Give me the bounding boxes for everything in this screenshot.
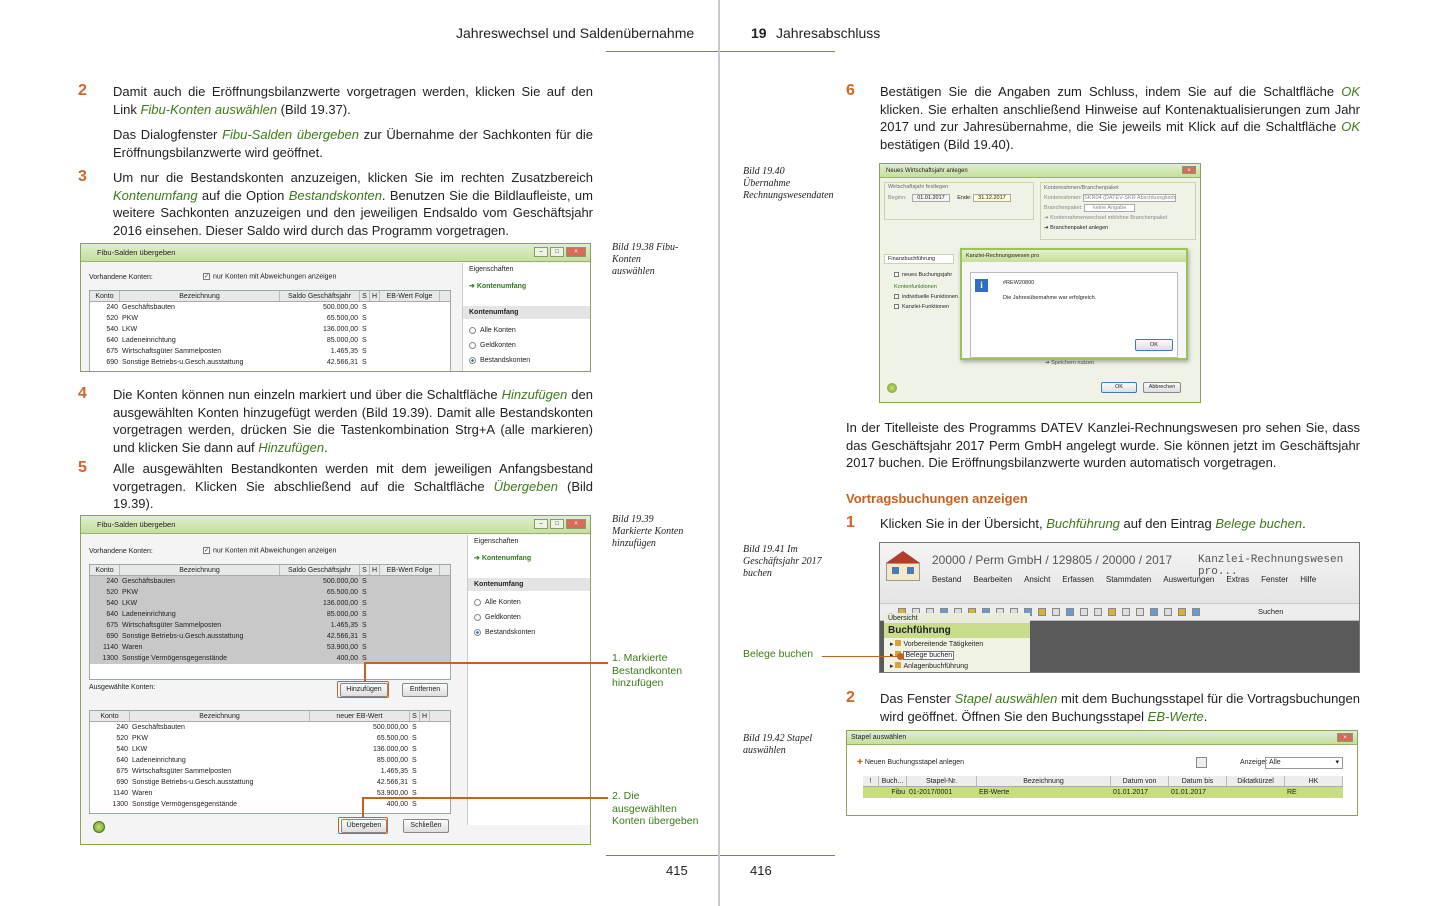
menu-item[interactable]: Auswertungen bbox=[1163, 575, 1215, 584]
step-number: 1 bbox=[846, 514, 855, 531]
tree-item[interactable]: ▸ Anlagenbuchführung bbox=[890, 663, 969, 670]
right-header-rule bbox=[720, 51, 835, 52]
entfernen-button[interactable]: Entfernen bbox=[402, 683, 448, 697]
right-running-header: Jahresabschluss bbox=[776, 25, 881, 41]
close-icon[interactable]: × bbox=[1182, 166, 1196, 174]
table-row[interactable]: 690 Sonstige Betriebs-u.Gesch.ausstattung 42.566,31 S bbox=[90, 631, 450, 642]
fibu-salden-screenshot-large bbox=[80, 515, 591, 845]
table-row[interactable]: 520 PKW 65.500,00 S bbox=[116, 735, 417, 742]
callout-belege-buchen: Belege buchen bbox=[743, 648, 814, 660]
kontenumfang-link[interactable]: ➔ Kontenumfang bbox=[469, 283, 527, 290]
step3-text: Um nur die Bestandskonten anzuzeigen, klicken Sie im rechten Zusatzbereich Kontenumfang auf die Option Bestandskonten. Benutzen Sie die Bildlaufleiste, um weitere Sachkonten anzuzeigen und den jeweiligen Endsaldo vom Geschäftsjahr 2016 einsehen. Dieser Saldo wird durch das Programm vorgetragen. bbox=[113, 170, 593, 238]
speichern-link[interactable]: ➔ Speichern nutzen bbox=[1045, 360, 1094, 366]
step-number: 2 bbox=[846, 689, 855, 706]
toolbar-icon[interactable] bbox=[1164, 608, 1172, 616]
table-row[interactable]: 540 LKW 136.000,00 S bbox=[116, 746, 417, 753]
close-icon[interactable]: × bbox=[566, 519, 586, 529]
menu-item[interactable]: Erfassen bbox=[1062, 575, 1094, 584]
table-row[interactable]: 675 Wirtschaftsgüter Sammelposten 1.465,35 S bbox=[90, 620, 450, 631]
right-page-number: 416 bbox=[750, 863, 772, 878]
beginn-field[interactable]: 01.01.2017 bbox=[912, 194, 950, 202]
stapel-screenshot bbox=[846, 730, 1358, 816]
table-row[interactable]: Fibu 01-2017/0001 EB-Werte 01.01.2017 01.01.2017 RE bbox=[863, 787, 1343, 798]
option-geldkonten[interactable]: Geldkonten bbox=[469, 338, 586, 353]
table-row[interactable]: 1140 Waren 53.900,00 S bbox=[90, 642, 450, 653]
chk-kanzlei[interactable]: Kanzlei-Funktionen bbox=[894, 302, 958, 312]
toolbar-icon[interactable] bbox=[1178, 608, 1186, 616]
window-titlebar: Neues Wirtschaftsjahr anlegen × bbox=[880, 164, 1200, 178]
toolbar-icon[interactable] bbox=[1192, 608, 1200, 616]
message-dialog: Kanzlei-Rechnungswesen pro i #REW20800 Die Jahresübernahme war erfolgreich. OK bbox=[960, 248, 1188, 360]
callout-uebergeben: 2. Die ausgewählten Konten übergeben bbox=[612, 790, 699, 827]
search-button[interactable]: Suchen bbox=[1258, 607, 1284, 616]
menu-item[interactable]: Bestand bbox=[932, 575, 962, 584]
toolbar-icon[interactable] bbox=[1122, 608, 1130, 616]
eigenschaften-panel: Eigenschaften ➔ Kontenumfang Kontenumfang Alle Konten Geldkonten Bestandskonten bbox=[462, 263, 591, 372]
table-row[interactable]: 1300 Sonstige Vermögensgegenstände 400,00 S bbox=[90, 653, 450, 664]
callout-hinzufuegen: 1. Markierte Bestandkonten hinzufügen bbox=[612, 652, 683, 689]
table-row[interactable]: 240 Geschäftsbauten 500.000,00 S bbox=[106, 304, 367, 311]
ausgewaehlte-label: Ausgewählte Konten: bbox=[89, 684, 156, 691]
option-geldkonten[interactable]: Geldkonten bbox=[474, 610, 586, 625]
app-title: 20000 / Perm GmbH / 129805 / 20000 / 2017 bbox=[932, 553, 1173, 567]
toolbar-icon[interactable] bbox=[1150, 608, 1158, 616]
left-page-number: 415 bbox=[666, 863, 688, 878]
selected-grid: Konto Bezeichnung neuer EB-Wert S H 240 Geschäftsbauten 500.000,00 S 520 PKW 65.500,00 S 540 LKW 136.000,00 S 640 Ladeneinrichtung 85.000,00 S 675 Wirtschaftsgüter Sammelposten 1.465,35 S 690 Sonstige Betriebs-u.Gesch.ausstattung 42.566,31 S 1140 Waren 53.900,00 S 1300 Sonstige Vermögensgegenstände 400,00 S bbox=[89, 710, 451, 814]
left-header-rule bbox=[606, 51, 718, 52]
ok-button[interactable]: OK bbox=[1101, 382, 1137, 393]
new-stapel-button[interactable]: ✚ Neuen Buchungsstapel anlegen bbox=[857, 759, 965, 766]
page-gutter bbox=[718, 0, 720, 906]
uebergeben-button[interactable]: Übergeben bbox=[341, 819, 387, 833]
window-titlebar: Fibu-Salden übergeben – □ × bbox=[81, 244, 590, 262]
tree-item-belege-buchen[interactable]: Belege buchen bbox=[890, 650, 1024, 661]
chk-neues-jahr[interactable]: neues Buchungsjahr bbox=[894, 270, 958, 280]
step-number: 6 bbox=[846, 82, 855, 99]
step-number: 4 bbox=[78, 385, 87, 402]
minimize-icon[interactable]: – bbox=[534, 247, 548, 257]
table-row[interactable]: 675 Wirtschaftsgüter Sammelposten 1.465,35 S bbox=[116, 768, 417, 775]
option-bestandskonten[interactable]: Bestandskonten bbox=[474, 625, 586, 640]
step1-text: Klicken Sie in der Übersicht, Buchführung auf den Eintrag Belege buchen. bbox=[880, 516, 1306, 531]
konten-grid: Konto Bezeichnung Saldo Geschäftsjahr S H EB-Wert Folge 240 Geschäftsbauten 500.000,00 S 520 PKW 65.500,00 S 540 LKW 136.000,00 S 640 Ladeneinrichtung 85.000,00 S 675 Wirtschaftsgüter Sammelposten 1.465,35 S 690 Sonstige Betriebs-u.Gesch.ausstattung 42.566,31 S 1140 Waren 53.900,00 S 1300 Sonstige Vermögensgegenstände 400,00 S bbox=[89, 564, 451, 680]
window-titlebar: Stapel auswählen × bbox=[847, 731, 1357, 745]
konten-grid: Konto Bezeichnung Saldo Geschäftsjahr S H EB-Wert Folge 240 Geschäftsbauten 500.000,00 S 520 PKW 65.500,00 S 540 LKW 136.000,00 S 640 Ladeneinrichtung 85.000,00 S 675 Wirtschaftsgüter Sammelposten 1.465,35 S 690 Sonstige Betriebs-u.Gesch.ausstattung 42.566,31 S bbox=[89, 290, 451, 372]
figure-caption: Bild 19.38 Fibu-Konten auswählen bbox=[612, 242, 679, 277]
table-row[interactable]: 520 PKW 65.500,00 S bbox=[90, 587, 450, 598]
app-name: Kanzlei-Rechnungswesen pro... bbox=[1198, 554, 1344, 578]
toolbar-icon[interactable] bbox=[1080, 608, 1088, 616]
chk-individuelle[interactable]: individuelle Funktionen bbox=[894, 292, 958, 302]
left-running-header: Jahreswechsel und Saldenübernahme bbox=[456, 25, 695, 41]
close-icon[interactable]: × bbox=[1337, 733, 1353, 742]
figure-caption: Bild 19.42 Stapel auswählen bbox=[743, 733, 813, 756]
table-row[interactable]: 240 Geschäftsbauten 500.000,00 S bbox=[116, 724, 417, 731]
option-bestandskonten[interactable]: Bestandskonten bbox=[469, 353, 586, 368]
step2-followup: Das Dialogfenster Fibu-Salden übergeben zur Übernahme der Sachkonten für die Eröffnungsbilanzwerte wird geöffnet. bbox=[113, 127, 593, 160]
step5-text: Alle ausgewählten Bestandkonten werden mit dem jeweiligen Anfangsbestand vorgetragen. Klicken Sie abschließend auf die Schaltfläche Übergeben (Bild 19.39). bbox=[113, 461, 593, 512]
help-icon[interactable] bbox=[93, 821, 105, 833]
titelleiste-paragraph: In der Titelleiste des Programms DATEV Kanzlei-Rechnungswesen pro sehen Sie, dass das Geschäftsjahr 2017 Perm GmbH angelegt wurde. Sie können jetzt im Geschäftsjahr 2017 buchen. Die Eröffnungsbilanzwerte wurden automatisch vorgetragen. bbox=[846, 420, 1360, 471]
vorhandene-label: Vorhandene Konten: bbox=[89, 274, 153, 281]
step-number: 2 bbox=[78, 82, 87, 99]
menu-item[interactable]: Ansicht bbox=[1024, 575, 1051, 584]
table-row[interactable]: 690 Sonstige Betriebs-u.Gesch.ausstattung 42.566,31 S bbox=[106, 359, 367, 366]
fibu-salden-screenshot-small bbox=[80, 243, 591, 372]
kontenumfang-link[interactable]: ➔ Kontenumfang bbox=[474, 555, 532, 562]
highlight-uebergeben bbox=[338, 817, 388, 834]
menu-item[interactable]: Bearbeiten bbox=[973, 575, 1013, 584]
table-row[interactable]: 520 PKW 65.500,00 S bbox=[106, 315, 367, 322]
step2-text: Damit auch die Eröffnungsbilanzwerte vorgetragen werden, klicken Sie auf den Link Fibu-Konten auswählen (Bild 19.37). bbox=[113, 84, 593, 117]
link-fibu-konten: Fibu-Konten auswählen bbox=[140, 101, 278, 117]
chapter-number: 19 bbox=[751, 25, 767, 41]
section-buchfuehrung[interactable]: Buchführung bbox=[884, 624, 1030, 638]
toolbar-icon[interactable] bbox=[1108, 608, 1116, 616]
highlight-hinzufuegen bbox=[337, 681, 389, 698]
figure-caption: Bild 19.39 Markierte Konten hinzufügen bbox=[612, 514, 684, 549]
table-row[interactable]: 640 Ladeneinrichtung 85.000,00 S bbox=[106, 337, 367, 344]
wirtschaftsjahr-screenshot: Neues Wirtschaftsjahr anlegen × Wirtschaftsjahr festlegen Beginn: 01.01.2017 Ende: 31.12.2017 Kontenrahmen/Branchenpaket Kontenrahmen: SKR04 (DATEV-SKR Abschlussgliedr Branchenpaket: keine Angabe ➔ Kontenrahmenwechsel mit/ohne Branchenpaket ➔ Branchenpaket anlegen Finanzbuchführung neues Buchungsjahr Kontenfunktionen individuelle Funktionen Kanzlei-Funktionen ➔ Speichern nutzen OK Abbrechen Kanzlei-Rechnungswesen pro i #REW20800 Die Jahresübernahme war erfolgreich. OK bbox=[879, 163, 1201, 403]
figure-caption: Bild 19.41 Im Geschäftsjahr 2017 buchen bbox=[743, 544, 822, 579]
overview-header: Übersicht bbox=[884, 613, 1030, 624]
menu-item[interactable]: Stammdaten bbox=[1105, 575, 1152, 584]
step-number: 3 bbox=[78, 168, 87, 185]
table-row[interactable]: 240 Geschäftsbauten 500.000,00 S bbox=[90, 576, 450, 587]
vorhandene-label: Vorhandene Konten: bbox=[89, 548, 153, 555]
left-footer-rule bbox=[606, 855, 718, 856]
figure-caption: Bild 19.40 Übernahme Rechnungswesendaten bbox=[743, 166, 834, 201]
maximize-icon[interactable]: □ bbox=[550, 519, 564, 529]
step6-text: Bestätigen Sie die Angaben zum Schluss, indem Sie auf die Schaltfläche OK klicken. Sie erhalten anschließend Hinweise auf Kontenaktualisierungen zum Jahr 2017 und zur Jahresübernahme, die Sie jeweils mit Klick auf die Schaltfläche OK bestätigen (Bild 19.40). bbox=[880, 84, 1360, 152]
table-row[interactable]: 640 Ladeneinrichtung 85.000,00 S bbox=[116, 757, 417, 764]
tree-item[interactable]: ▸ Vorbereitende Tätigkeiten bbox=[890, 641, 984, 648]
step4-text: Die Konten können nun einzeln markiert und über die Schaltfläche Hinzufügen den ausgewählten Konten hinzugefügt werden (Bild 19.39). Damit alle Bestandskonten vorgetragen werden, drücken Sie die Tastenkombination Strg+A (alle markieren) und klicken Sie dann auf Hinzufügen. bbox=[113, 387, 593, 455]
table-row[interactable]: 1140 Waren 53.900,00 S bbox=[112, 790, 417, 797]
info-icon: i bbox=[975, 279, 988, 292]
eigenschaften-panel: Eigenschaften ➔ Kontenumfang Kontenumfang Alle Konten Geldkonten Bestandskonten bbox=[467, 535, 591, 825]
anzeige-label: Anzeige: bbox=[1240, 759, 1268, 766]
option-alle-konten[interactable]: Alle Konten bbox=[474, 595, 586, 610]
menu-item[interactable]: Fenster bbox=[1261, 575, 1289, 584]
step2r-text: Das Fenster Stapel auswählen mit dem Buchungsstapel für die Vortragsbuchungen wird geöffnet. Öffnen Sie den Buchungsstapel EB-Werte. bbox=[880, 691, 1360, 724]
filter-icon[interactable] bbox=[1196, 757, 1207, 768]
menu-item[interactable]: Extras bbox=[1226, 575, 1250, 584]
ende-field[interactable]: 31.12.2017 bbox=[973, 194, 1011, 202]
abbrechen-button[interactable]: Abbrechen bbox=[1143, 382, 1181, 393]
anzeige-select[interactable]: Alle ▾ bbox=[1265, 757, 1343, 769]
message-ok-button[interactable]: OK bbox=[1135, 339, 1173, 351]
tab-finanzbuchfuehrung[interactable]: Finanzbuchführung bbox=[884, 254, 954, 264]
option-alle-konten[interactable]: Alle Konten bbox=[469, 323, 586, 338]
schliessen-button[interactable]: Schließen bbox=[403, 819, 449, 833]
table-row[interactable]: 640 Ladeneinrichtung 85.000,00 S bbox=[90, 609, 450, 620]
branchenpaket-link[interactable]: ➔ Branchenpaket anlegen bbox=[1044, 225, 1109, 231]
toolbar-icon[interactable] bbox=[1038, 608, 1046, 616]
abweichungen-checkbox[interactable]: ✓ nur Konten mit Abweichungen anzeigen bbox=[204, 273, 337, 281]
abweichungen-checkbox[interactable]: ✓ nur Konten mit Abweichungen anzeigen bbox=[204, 547, 337, 555]
table-row[interactable]: 675 Wirtschaftsgüter Sammelposten 1.465,35 S bbox=[106, 348, 367, 355]
minimize-icon[interactable]: – bbox=[534, 519, 548, 529]
table-row[interactable]: 540 LKW 136.000,00 S bbox=[90, 598, 450, 609]
table-row[interactable]: 1300 Sonstige Vermögensgegenstände 400,00 S bbox=[112, 801, 417, 808]
toolbar-icon[interactable] bbox=[1136, 608, 1144, 616]
table-row[interactable]: 690 Sonstige Betriebs-u.Gesch.ausstattung 42.566,31 S bbox=[116, 779, 417, 786]
stapel-grid: ! Buch... Stapel-Nr. Bezeichnung Datum von Datum bis Diktatkürzel HK Fibu 01-2017/0001 EB-Werte 01.01.2017 01.01.2017 RE bbox=[863, 776, 1343, 798]
table-row[interactable]: 540 LKW 136.000,00 S bbox=[106, 326, 367, 333]
hinzufuegen-button[interactable]: Hinzufügen bbox=[340, 683, 388, 697]
window-titlebar: Fibu-Salden übergeben – □ × bbox=[81, 516, 590, 534]
toolbar-icon[interactable] bbox=[1052, 608, 1060, 616]
menu-bar bbox=[932, 575, 1316, 584]
chevron-down-icon: ▾ bbox=[1335, 759, 1339, 766]
close-icon[interactable]: × bbox=[566, 247, 586, 257]
subheading-vortragsbuchungen: Vortragsbuchungen anzeigen bbox=[846, 491, 1028, 506]
toolbar-icon[interactable] bbox=[1066, 608, 1074, 616]
menu-item[interactable]: Hilfe bbox=[1300, 575, 1317, 584]
maximize-icon[interactable]: □ bbox=[550, 247, 564, 257]
toolbar-icon[interactable] bbox=[1094, 608, 1102, 616]
step-number: 5 bbox=[78, 459, 87, 476]
app-logo-icon bbox=[886, 551, 920, 583]
help-icon[interactable] bbox=[887, 383, 897, 393]
message-titlebar: Kanzlei-Rechnungswesen pro bbox=[962, 250, 1186, 262]
datev-app-screenshot bbox=[879, 542, 1360, 673]
right-footer-rule bbox=[720, 855, 835, 856]
